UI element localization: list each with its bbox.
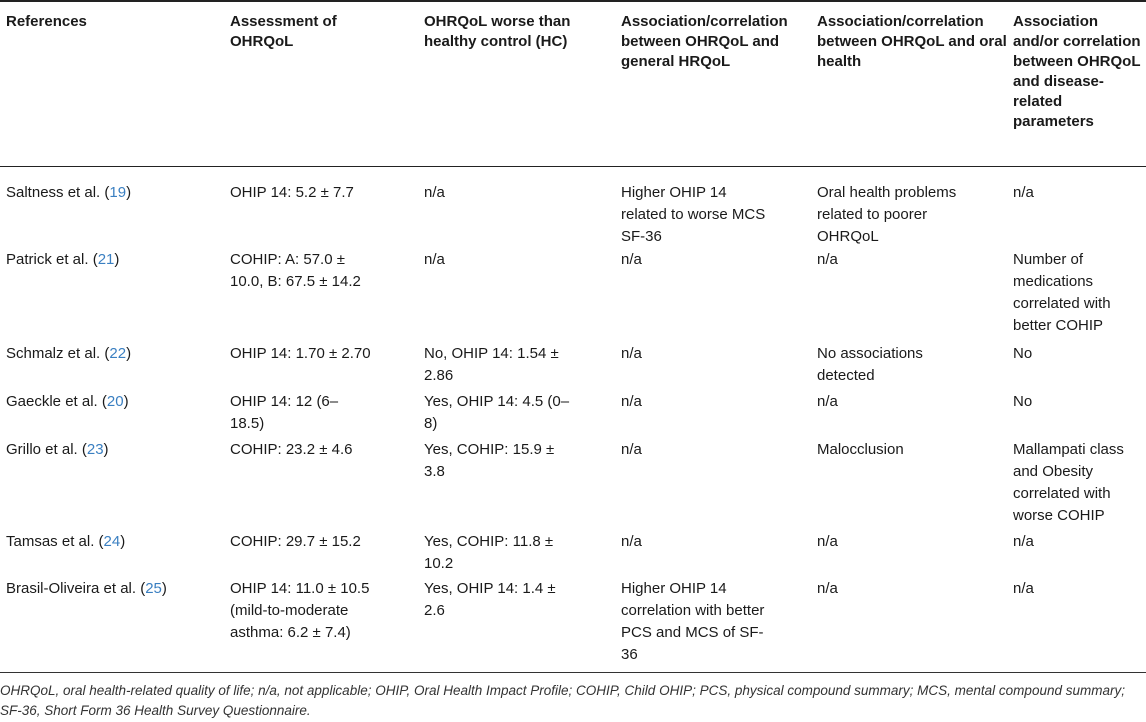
table-cell-hrqol: n/a <box>621 441 642 458</box>
table-row-author: Schmalz et al. (22) <box>6 345 132 362</box>
table-cell-worse: Yes, COHIP: 15.9 ± 3.8 <box>424 441 555 480</box>
table-cell-oral: No associations detected <box>817 345 923 384</box>
header-assoc-oral: Association/correlation between OHRQoL and oral health <box>817 13 1007 70</box>
table-cell-hrqol: n/a <box>621 393 642 410</box>
table-cell-oral: n/a <box>817 393 838 410</box>
table-row-author: Tamsas et al. (24) <box>6 533 126 550</box>
table-row-author: Grillo et al. (23) <box>6 441 109 458</box>
table-cell-oral: n/a <box>817 580 838 597</box>
table-cell-worse: Yes, OHIP 14: 1.4 ± 2.6 <box>424 580 556 619</box>
reference-link[interactable]: 21 <box>97 251 115 268</box>
table-cell-disease: No <box>1013 393 1033 410</box>
header-assoc-hrqol: Association/correlation between OHRQoL and general HRQoL <box>621 13 788 70</box>
footnote-rule <box>0 672 1146 673</box>
table-cell-assessment: COHIP: 23.2 ± 4.6 <box>230 441 353 458</box>
table-cell-assessment: OHIP 14: 12 (6–18.5) <box>230 393 339 432</box>
table-cell-hrqol: n/a <box>621 345 642 362</box>
table-cell-hrqol: Higher OHIP 14 correlation with better PCS and MCS of SF-36 <box>621 580 765 663</box>
table-row-author: Patrick et al. (21) <box>6 251 120 268</box>
table-footnote: OHRQoL, oral health-related quality of life; n/a, not applicable; OHIP, Oral Health Impact Profile; COHIP, Child OHIP; PCS, physical compound summary; MCS, mental compound summary; SF-36, Short Form 36 Health Survey Questionnaire. <box>0 683 1125 718</box>
table-cell-oral: Malocclusion <box>817 441 904 458</box>
table-top-rule <box>0 0 1146 2</box>
reference-link[interactable]: 24 <box>103 533 121 550</box>
table-cell-assessment: COHIP: 29.7 ± 15.2 <box>230 533 361 550</box>
table-cell-worse: Yes, OHIP 14: 4.5 (0–8) <box>424 393 570 432</box>
table-row-author: Brasil-Oliveira et al. (25) <box>6 580 167 597</box>
table-cell-hrqol: n/a <box>621 533 642 550</box>
table-row-author: Saltness et al. (19) <box>6 184 132 201</box>
reference-link[interactable]: 19 <box>109 184 127 201</box>
table-cell-assessment: COHIP: A: 57.0 ± 10.0, B: 67.5 ± 14.2 <box>230 251 361 290</box>
reference-link[interactable]: 20 <box>106 393 124 410</box>
table-cell-worse: n/a <box>424 184 445 201</box>
table-cell-disease: No <box>1013 345 1033 362</box>
table-cell-worse: Yes, COHIP: 11.8 ± 10.2 <box>424 533 554 572</box>
table-cell-hrqol: n/a <box>621 251 642 268</box>
table-cell-worse: No, OHIP 14: 1.54 ± 2.86 <box>424 345 559 384</box>
table-cell-oral: n/a <box>817 251 838 268</box>
table-cell-disease: Mallampati class and Obesity correlated with worse COHIP <box>1013 441 1124 524</box>
table-cell-assessment: OHIP 14: 11.0 ± 10.5 (mild-to-moderate asthma: 6.2 ± 7.4) <box>230 580 370 641</box>
table-cell-oral: n/a <box>817 533 838 550</box>
table-cell-disease: n/a <box>1013 184 1034 201</box>
reference-link[interactable]: 22 <box>109 345 127 362</box>
reference-link[interactable]: 25 <box>145 580 162 597</box>
reference-link[interactable]: 23 <box>86 441 104 458</box>
table-cell-oral: Oral health problems related to poorer OHRQoL <box>817 184 957 245</box>
table-row-author: Gaeckle et al. (20) <box>6 393 129 410</box>
table-cell-disease: n/a <box>1013 533 1034 550</box>
header-references: References <box>6 13 87 30</box>
header-rule <box>0 166 1146 167</box>
table-cell-assessment: OHIP 14: 5.2 ± 7.7 <box>230 184 354 201</box>
table-cell-disease: n/a <box>1013 580 1034 597</box>
header-assoc-disease: Association and/or correlation between OHRQoL and disease-related parameters <box>1013 13 1141 130</box>
table-cell-worse: n/a <box>424 251 445 268</box>
header-worse-than-hc: OHRQoL worse than healthy control (HC) <box>424 13 571 50</box>
header-assessment: Assessment of OHRQoL <box>230 13 337 50</box>
table-cell-hrqol: Higher OHIP 14 related to worse MCS SF-36 <box>621 184 766 245</box>
table-cell-assessment: OHIP 14: 1.70 ± 2.70 <box>230 345 371 362</box>
table-cell-disease: Number of medications correlated with better COHIP <box>1013 251 1111 334</box>
